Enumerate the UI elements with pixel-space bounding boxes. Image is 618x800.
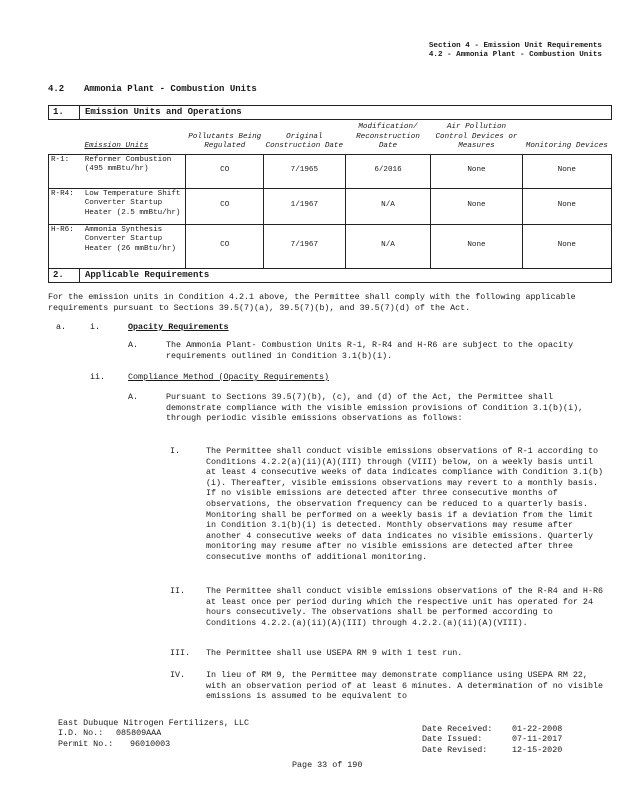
item-a-label: a. bbox=[56, 322, 67, 332]
table-row bbox=[49, 188, 612, 224]
footer-issued-value: 07-11-2017 bbox=[512, 734, 563, 745]
footer-received-line bbox=[422, 724, 562, 734]
footer-revised-line bbox=[422, 745, 562, 755]
item-a-i-A-label: A. bbox=[128, 340, 139, 350]
original-date-cell: 7/1967 bbox=[264, 224, 346, 268]
item-a-ii-A-label: A. bbox=[128, 392, 139, 402]
opacity-requirements-heading: Opacity Requirements bbox=[128, 322, 229, 332]
box-2-number: 2. bbox=[53, 270, 64, 280]
pollutant-cell: CO bbox=[186, 154, 264, 188]
section-number: 4.2 bbox=[48, 84, 65, 94]
emission-units-table bbox=[48, 123, 612, 269]
compliance-method-text: Pursuant to Sections 39.5(7)(b), (c), and (d) of the Act, the Permittee shall demonstrate compliance with the visible emission provisions of Condition 3.1(b)(i), through periodic visible emissions observations as follows: bbox=[166, 392, 584, 424]
box-heading-1 bbox=[48, 105, 612, 120]
col-header-monitoring: Monitoring Devices bbox=[525, 142, 608, 151]
subitem-III-text: The Permittee shall use USEPA RM 9 with 1 test run. bbox=[206, 648, 463, 658]
footer-id-label: I.D. No.: bbox=[58, 728, 104, 739]
box-1-number: 1. bbox=[53, 107, 64, 117]
pollutant-cell: CO bbox=[186, 188, 264, 224]
control-cell: None bbox=[431, 224, 522, 268]
unit-description: Ammonia Synthesis Converter Startup Heater (26 mmBtu/hr) bbox=[83, 224, 186, 268]
opacity-requirement-text: The Ammonia Plant- Combustion Units R-1, R-R4 and H-R6 are subject to the opacity requirements outlined in Condition 3.1(b)(i). bbox=[166, 340, 574, 361]
pollutant-cell: CO bbox=[186, 224, 264, 268]
item-a-i-label: i. bbox=[90, 322, 101, 332]
modification-date-cell: N/A bbox=[345, 224, 431, 268]
footer-permit-value: 96010003 bbox=[130, 738, 171, 749]
subitem-III-label: III. bbox=[170, 648, 191, 658]
subitem-IV-text: In lieu of RM 9, the Permittee may demonstrate compliance using USEPA RM 22, with an observation period of at least 6 minutes. A determination of no visible emissions is assumed to be equivalent to bbox=[206, 670, 604, 702]
unit-id: R-R4: bbox=[49, 188, 83, 224]
table-row bbox=[49, 154, 612, 188]
page-number: Page 33 of 190 bbox=[292, 760, 363, 770]
original-date-cell: 7/1965 bbox=[264, 154, 346, 188]
footer-permit-line bbox=[58, 739, 249, 749]
item-a-ii-label: ii. bbox=[90, 372, 106, 382]
section-title-text: Ammonia Plant - Combustion Units bbox=[84, 84, 257, 94]
footer-id-value: 085809AAA bbox=[116, 728, 162, 739]
unit-id: H-R6: bbox=[49, 224, 83, 268]
intro-paragraph: For the emission units in Condition 4.2.1 above, the Permittee shall comply with the following applicable requirements pursuant to Sections 39.5(7)(a), 39.5(7)(b), and 39.5(7)(d) of the Act. bbox=[48, 292, 576, 313]
table-row bbox=[49, 224, 612, 268]
col-header-air-pollution: Air Pollution Control Devices or Measures bbox=[435, 123, 518, 151]
modification-date-cell: 6/2016 bbox=[345, 154, 431, 188]
subitem-I-label: I. bbox=[170, 446, 181, 456]
subitem-II-text: The Permittee shall conduct visible emissions observations of the R-R4 and H-R6 at least once per period during which the respective unit has operated for 24 hours consecutively. The observations shall be performed according to Conditions 4.2.2.(a)(ii)(A)(III) through 4.2.2.(a)(ii)(A)(VIII). bbox=[206, 586, 604, 628]
footer-issued-line bbox=[422, 734, 562, 744]
monitoring-cell: None bbox=[522, 188, 611, 224]
footer-left bbox=[58, 718, 249, 749]
header-line-1: Section 4 - Emission Unit Requirements bbox=[428, 42, 602, 50]
section-title bbox=[48, 84, 257, 95]
footer-received-label: Date Received: bbox=[422, 724, 493, 734]
footer-permit-label: Permit No.: bbox=[58, 738, 114, 749]
footer-issued-label: Date Issued: bbox=[422, 734, 483, 745]
header-line-2: 4.2 - Ammonia Plant - Combustion Units bbox=[428, 51, 602, 59]
control-cell: None bbox=[431, 154, 522, 188]
subitem-I-text: The Permittee shall conduct visible emissions observations of R-1 according to Conditions 4.2.2(a)(ii)(A)(III) through (VIII) below, on a weekly basis until at least 4 consecutive weeks of data indicates compliance with Condition 3.1(b)(i). Thereafter, visible emissions observations may revert to a monthly basis. If no visible emissions are detected after three consecutive months of observations, the observation frequency can be reduced to a quarterly basis. Monitoring shall be performed on a weekly basis if a deviation from the limit in Condition 3.1(b)(i) is detected. Monthly observations may resume after another 4 consecutive weeks of data indicates no visible emissions. Quarterly monitoring may resume after no visible emissions are detected after three consecutive months of additional monitoring. bbox=[206, 446, 604, 562]
footer-revised-label: Date Revised: bbox=[422, 744, 488, 755]
unit-id: R-1: bbox=[49, 154, 83, 188]
footer-received-value: 01-22-2008 bbox=[512, 724, 563, 734]
control-cell: None bbox=[431, 188, 522, 224]
original-date-cell: 1/1967 bbox=[264, 188, 346, 224]
box-1-title: Emission Units and Operations bbox=[85, 107, 242, 117]
unit-description: Reformer Combustion (495 mmBtu/hr) bbox=[83, 154, 186, 188]
subitem-II-label: II. bbox=[170, 586, 186, 596]
box-heading-2 bbox=[48, 268, 612, 283]
footer-company: East Dubuque Nitrogen Fertilizers, LLC bbox=[58, 718, 249, 728]
col-header-pollutants: Pollutants Being Regulated bbox=[188, 132, 262, 151]
monitoring-cell: None bbox=[522, 154, 611, 188]
running-header bbox=[429, 42, 602, 60]
col-header-emission-units: Emission Units bbox=[84, 142, 149, 151]
compliance-method-heading: Compliance Method (Opacity Requirements) bbox=[128, 372, 330, 382]
unit-description: Low Temperature Shift Converter Startup Heater (2.5 mmBtu/hr) bbox=[83, 188, 186, 224]
col-header-original: Original Construction Date bbox=[265, 132, 344, 151]
modification-date-cell: N/A bbox=[345, 188, 431, 224]
footer-revised-value: 12-15-2020 bbox=[512, 744, 563, 755]
monitoring-cell: None bbox=[522, 224, 611, 268]
box-2-title: Applicable Requirements bbox=[85, 270, 210, 280]
col-header-modification: Modification/ Reconstruction Date bbox=[356, 123, 420, 151]
footer-right bbox=[422, 724, 562, 755]
footer-id-line bbox=[58, 728, 249, 738]
subitem-IV-label: IV. bbox=[170, 670, 186, 680]
